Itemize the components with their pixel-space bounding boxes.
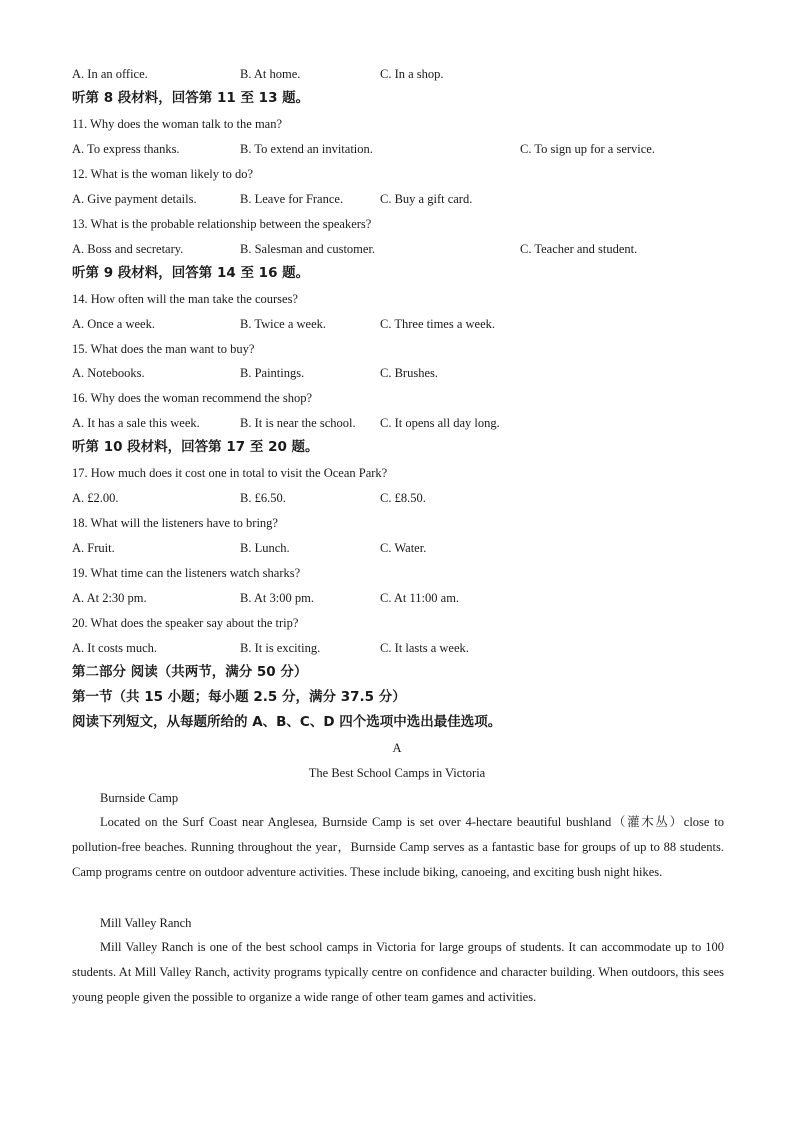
section-10-heading: 听第 10 段材料，回答第 17 至 20 题。 bbox=[72, 439, 319, 455]
q12-option-a: A. Give payment details. bbox=[72, 192, 197, 206]
q12-option-c: C. Buy a gift card. bbox=[380, 192, 473, 206]
part-2-section-1-heading: 第一节（共 15 小题；每小题 2.5 分，满分 37.5 分） bbox=[72, 689, 406, 705]
q11-question: 11. Why does the woman talk to the man? bbox=[72, 117, 283, 131]
section-8-heading: 听第 8 段材料，回答第 11 至 13 题。 bbox=[72, 90, 310, 106]
q11-option-c: C. To sign up for a service. bbox=[520, 142, 655, 156]
q20-option-c: C. It lasts a week. bbox=[380, 641, 469, 655]
q20-option-b: B. It is exciting. bbox=[240, 641, 321, 655]
q19-option-b: B. At 3:00 pm. bbox=[240, 591, 314, 605]
q17-option-c: C. £8.50. bbox=[380, 491, 426, 505]
q14-option-b: B. Twice a week. bbox=[240, 317, 327, 331]
q13-option-a: A. Boss and secretary. bbox=[72, 242, 184, 256]
passage-title: The Best School Camps in Victoria bbox=[308, 766, 486, 780]
q17-option-b: B. £6.50. bbox=[240, 491, 286, 505]
q16-option-b: B. It is near the school. bbox=[240, 416, 356, 430]
q13-option-c: C. Teacher and student. bbox=[520, 242, 638, 256]
q19-question: 19. What time can the listeners watch sharks? bbox=[72, 566, 301, 580]
q18-option-b: B. Lunch. bbox=[240, 541, 290, 555]
q11-option-b: B. To extend an invitation. bbox=[240, 142, 373, 156]
part-2-heading: 第二部分 阅读（共两节，满分 50 分） bbox=[72, 664, 308, 680]
q10-option-c: C. In a shop. bbox=[380, 67, 444, 81]
q15-question: 15. What does the man want to buy? bbox=[72, 342, 255, 356]
q13-question: 13. What is the probable relationship between the speakers? bbox=[72, 217, 372, 231]
camp-2-name: Mill Valley Ranch bbox=[100, 916, 192, 930]
q10-option-a: A. In an office. bbox=[72, 67, 148, 81]
q15-option-c: C. Brushes. bbox=[380, 366, 438, 380]
camp-1-paragraph: Located on the Surf Coast near Anglesea, Burnside Camp is set over 4-hectare beautiful bushland（灌木丛）close to pollution-free beaches. Running throughout the year，Burnside Camp serves as a fantastic base for groups of up to 88 students. Camp programs centre on outdoor adventure activities. These include biking, canoeing, and exciting bush night hikes. bbox=[72, 815, 724, 879]
q12-option-b: B. Leave for France. bbox=[240, 192, 344, 206]
q18-option-c: C. Water. bbox=[380, 541, 427, 555]
q16-question: 16. Why does the woman recommend the shop? bbox=[72, 391, 312, 405]
q12-question: 12. What is the woman likely to do? bbox=[72, 167, 253, 181]
q19-option-c: C. At 11:00 am. bbox=[380, 591, 460, 605]
q16-option-c: C. It opens all day long. bbox=[380, 416, 500, 430]
section-9-heading: 听第 9 段材料，回答第 14 至 16 题。 bbox=[72, 265, 310, 281]
q14-question: 14. How often will the man take the courses? bbox=[72, 292, 298, 306]
q15-option-a: A. Notebooks. bbox=[72, 366, 145, 380]
passage-letter: A bbox=[392, 741, 402, 755]
q18-question: 18. What will the listeners have to bring? bbox=[72, 516, 278, 530]
q10-option-b: B. At home. bbox=[240, 67, 301, 81]
camp-1-name: Burnside Camp bbox=[100, 791, 179, 805]
q11-option-a: A. To express thanks. bbox=[72, 142, 180, 156]
q20-option-a: A. It costs much. bbox=[72, 641, 158, 655]
reading-instruction: 阅读下列短文，从每题所给的 A、B、C、D 四个选项中选出最佳选项。 bbox=[72, 714, 502, 730]
q17-option-a: A. £2.00. bbox=[72, 491, 119, 505]
q17-question: 17. How much does it cost one in total to visit the Ocean Park? bbox=[72, 466, 388, 480]
camp-2-paragraph: Mill Valley Ranch is one of the best school camps in Victoria for large groups of students. It can accommodate up to 100 students. At Mill Valley Ranch, activity programs typically centre on confidence and character building. When outdoors, this sees young people given the possible to organize a wide range of other team games and activities. bbox=[72, 940, 724, 1004]
q14-option-a: A. Once a week. bbox=[72, 317, 155, 331]
q20-question: 20. What does the speaker say about the trip? bbox=[72, 616, 299, 630]
q19-option-a: A. At 2:30 pm. bbox=[72, 591, 147, 605]
q16-option-a: A. It has a sale this week. bbox=[72, 416, 200, 430]
q18-option-a: A. Fruit. bbox=[72, 541, 115, 555]
q14-option-c: C. Three times a week. bbox=[380, 317, 496, 331]
q13-option-b: B. Salesman and customer. bbox=[240, 242, 376, 256]
q15-option-b: B. Paintings. bbox=[240, 366, 305, 380]
